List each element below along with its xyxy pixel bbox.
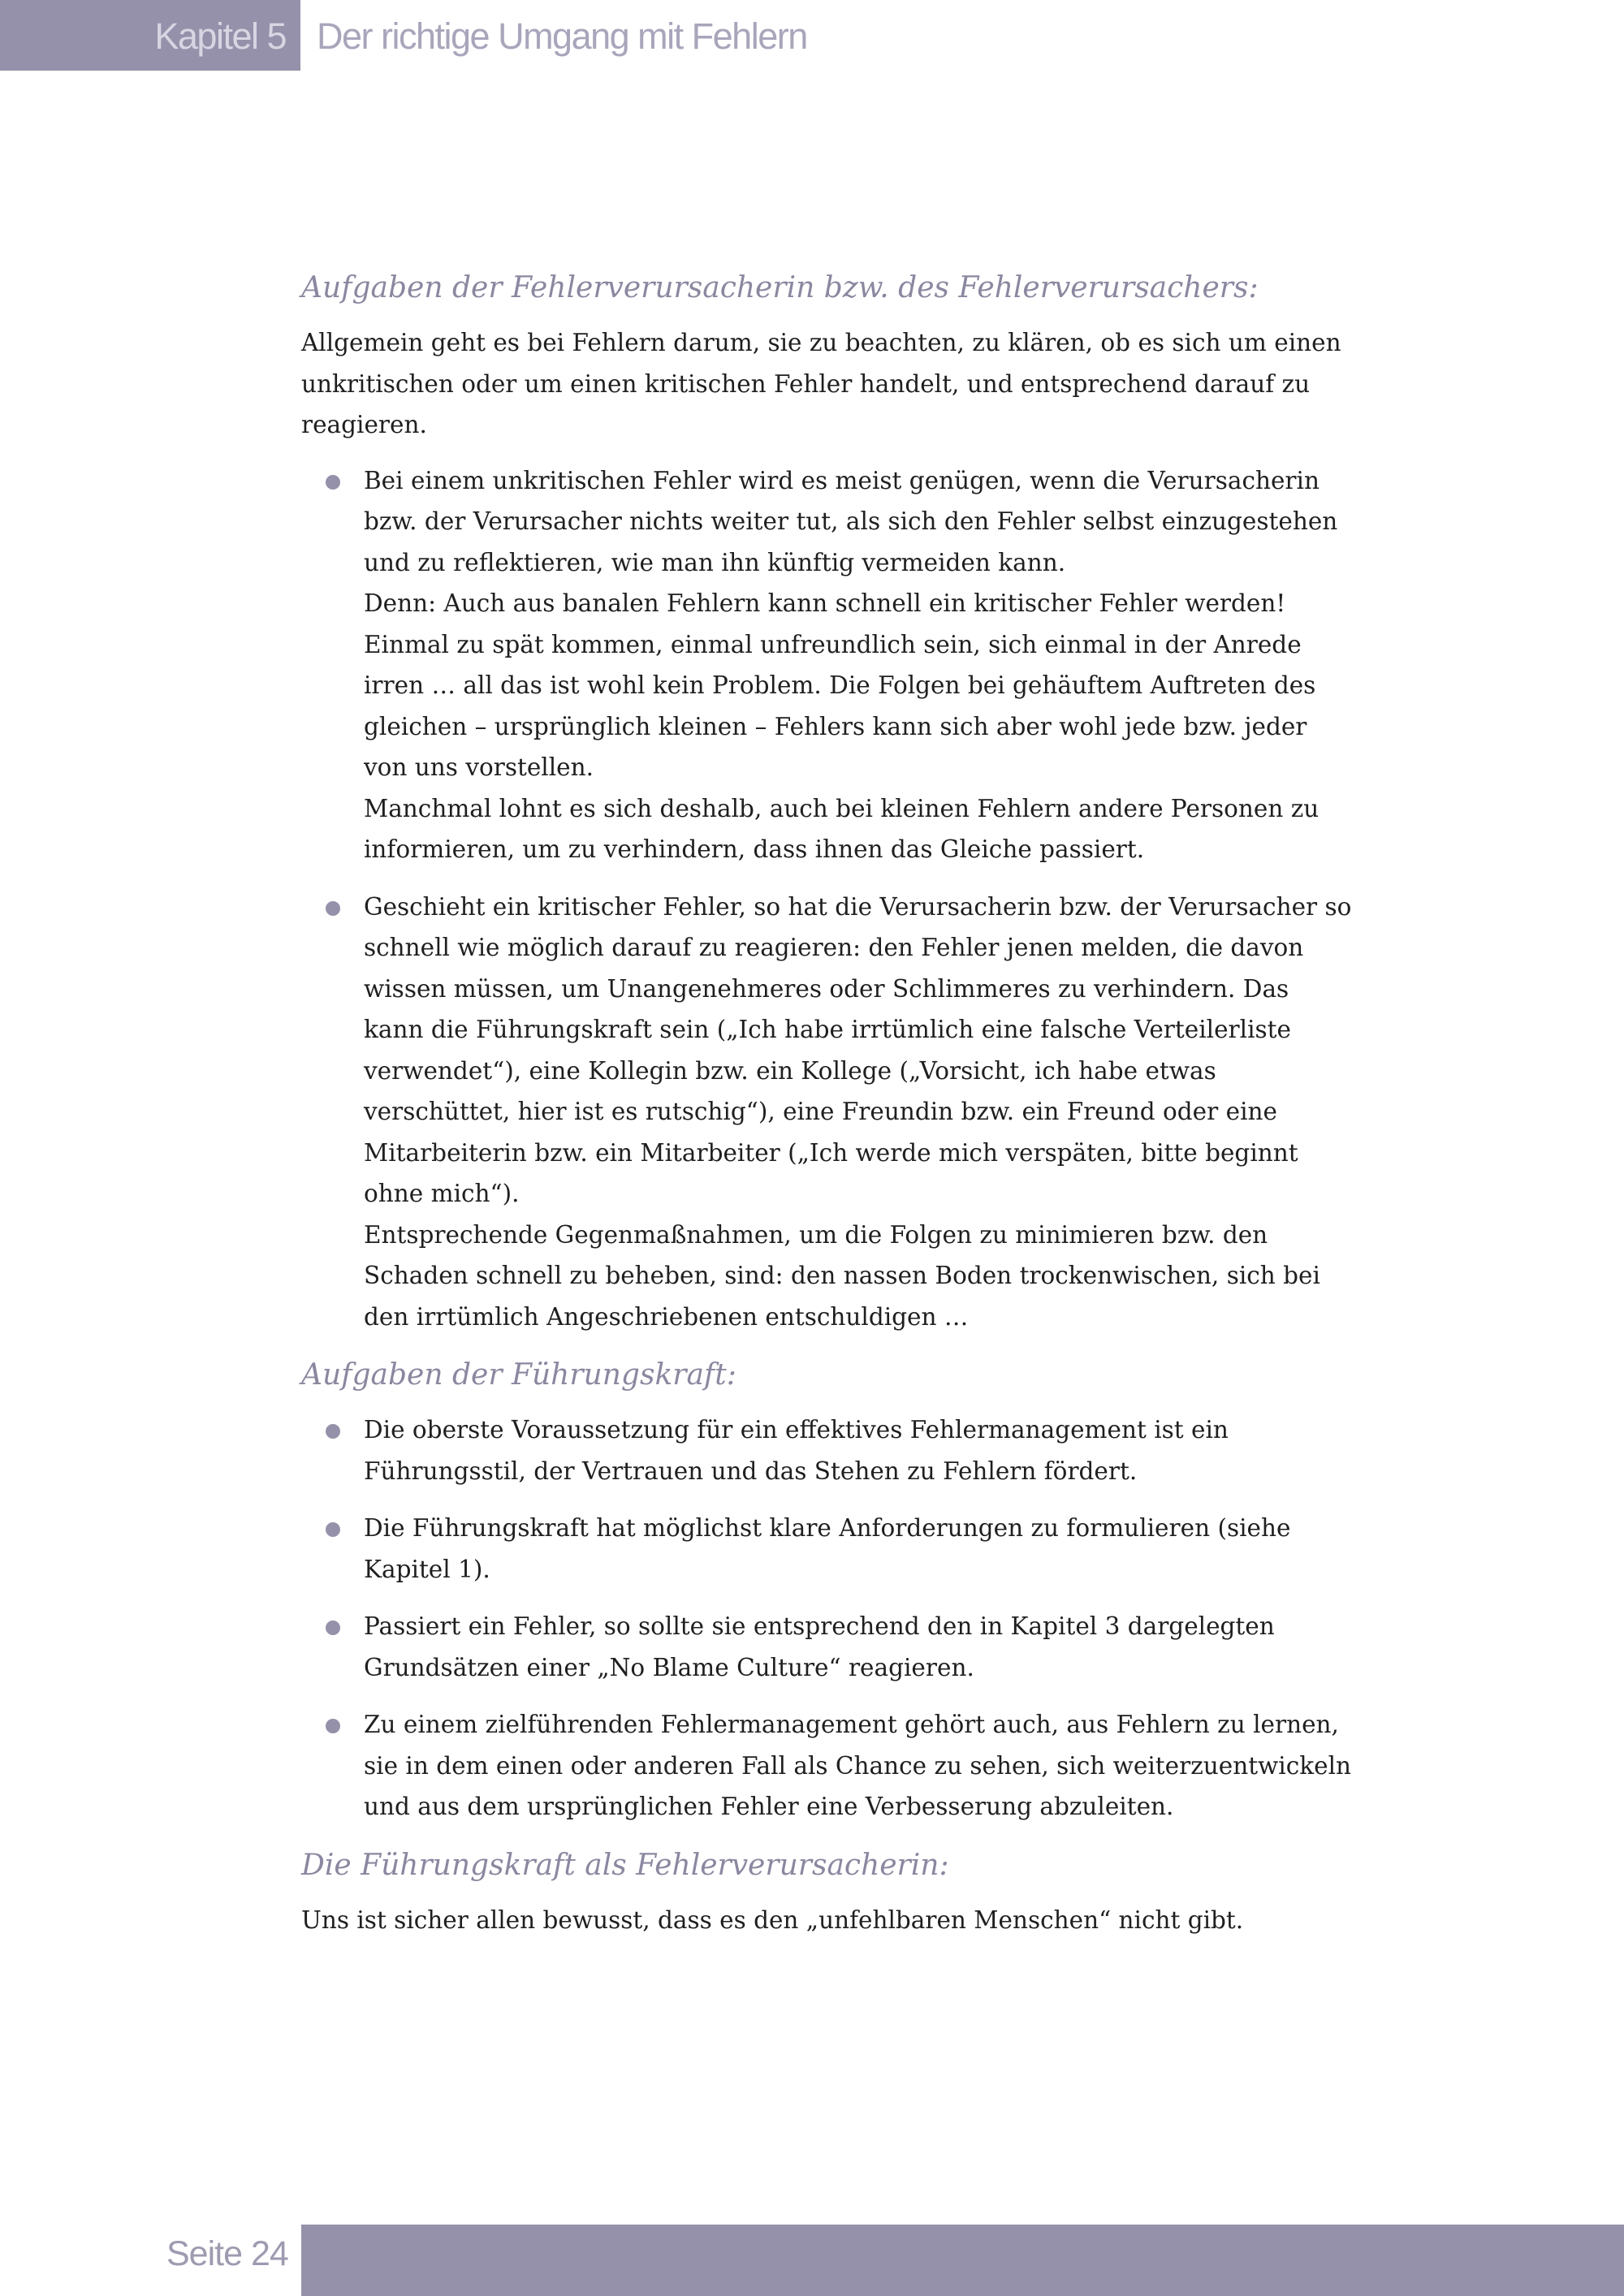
chapter-header-box <box>0 0 300 71</box>
list-item-text: Die oberste Voraussetzung für ein effektives Fehlermanagement ist ein Führungsstil, der Vertrauen und das Stehen zu Fehlern fördert. <box>364 1416 1229 1485</box>
list-item-text: Zu einem zielführenden Fehlermanagement gehört auch, aus Fehlern zu lernen, sie in dem einen oder anderen Fall als Chance zu sehen, sich weiterzuentwickeln und aus dem ursprünglichen Fehler eine Verbesserung abzuleiten. <box>364 1711 1352 1820</box>
list-item-text: Passiert ein Fehler, so sollte sie entsprechend den in Kapitel 3 dargelegten Grundsätzen einer „No Blame Culture“ reagieren. <box>364 1612 1275 1681</box>
list-item <box>301 887 1353 1338</box>
bullet-icon <box>326 1719 340 1733</box>
page-number: Seite 24 <box>166 2234 288 2273</box>
leader-tasks-list <box>301 1409 1353 1828</box>
section-heading-leader-as-causer: Die Führungskraft als Fehlerverursacherin: <box>301 1848 949 1882</box>
bullet-icon <box>326 901 340 916</box>
list-item <box>301 1409 1353 1491</box>
list-item-text: Geschieht ein kritischer Fehler, so hat die Verursacherin bzw. der Verursacher so schnell wie möglich darauf zu reagieren: den Fehler jenen melden, die davon wissen müssen, um Unangenehmeres oder Schlimmeres zu verhindern. Das kann die Führungskraft sein („Ich habe irrtümlich eine falsche Verteilerliste verwendet“), eine Kollegin bzw. ein Kollege („Vorsicht, ich habe etwas verschüttet, hier ist es rutschig“), eine Freundin bzw. ein Freund oder eine Mitarbeiterin bzw. ein Mitarbeiter („Ich werde mich verspäten, bitte beginnt ohne mich“). <box>364 892 1352 1207</box>
list-item-text: Die Führungskraft hat möglichst klare Anforderungen zu formulieren (siehe Kapitel 1). <box>364 1514 1291 1583</box>
bullet-icon <box>326 475 340 490</box>
closing-paragraph: Uns ist sicher allen bewusst, dass es den „unfehlbaren Menschen“ nicht gibt. <box>301 1905 1244 1934</box>
chapter-title: Der richtige Umgang mit Fehlern <box>317 15 807 57</box>
page-content <box>301 266 1353 1955</box>
list-item <box>301 1508 1353 1590</box>
chapter-label: Kapitel 5 <box>154 15 286 57</box>
list-item-text: Entsprechende Gegenmaßnahmen, um die Folgen zu minimieren bzw. den Schaden schnell zu beheben, sind: den nassen Boden trockenwischen, sich bei den irrtümlich Angeschriebenen entschuldigen … <box>364 1220 1320 1331</box>
intro-paragraph: Allgemein geht es bei Fehlern darum, sie zu beachten, zu klären, ob es sich um einen unkritischen oder um einen kritischen Fehler handelt, und entsprechend darauf zu reagieren. <box>301 329 1341 438</box>
bullet-icon <box>326 1424 340 1439</box>
list-item-text: Bei einem unkritischen Fehler wird es meist genügen, wenn die Verursacherin bzw. der Verursacher nichts weiter tut, als sich den Fehler selbst einzugestehen und zu reflektieren, wie man ihn künftig vermeiden kann. <box>364 466 1338 576</box>
bullet-icon <box>326 1621 340 1635</box>
section-heading-causer-tasks: Aufgaben der Fehlerverursacherin bzw. des Fehlerverursachers: <box>301 271 1259 304</box>
list-item <box>301 1606 1353 1688</box>
bullet-icon <box>326 1522 340 1537</box>
list-item <box>301 460 1353 870</box>
footer-bar <box>301 2225 1624 2296</box>
list-item <box>301 1704 1353 1828</box>
list-item-text: Manchmal lohnt es sich deshalb, auch bei kleinen Fehlern andere Personen zu informieren, um zu verhindern, dass ihnen das Gleiche passiert. <box>364 794 1320 863</box>
section-heading-leader-tasks: Aufgaben der Führungskraft: <box>301 1358 736 1392</box>
list-item-text: Denn: Auch aus banalen Fehlern kann schnell ein kritischer Fehler werden! Einmal zu spät kommen, einmal unfreundlich sein, sich einmal in der Anrede irren … all das ist wohl kein Problem. Die Folgen bei gehäuftem Auftreten des gleichen – ursprünglich kleinen – Fehlers kann sich aber wohl jede bzw. jeder von uns vorstellen. <box>364 589 1316 781</box>
causer-tasks-list <box>301 460 1353 1338</box>
